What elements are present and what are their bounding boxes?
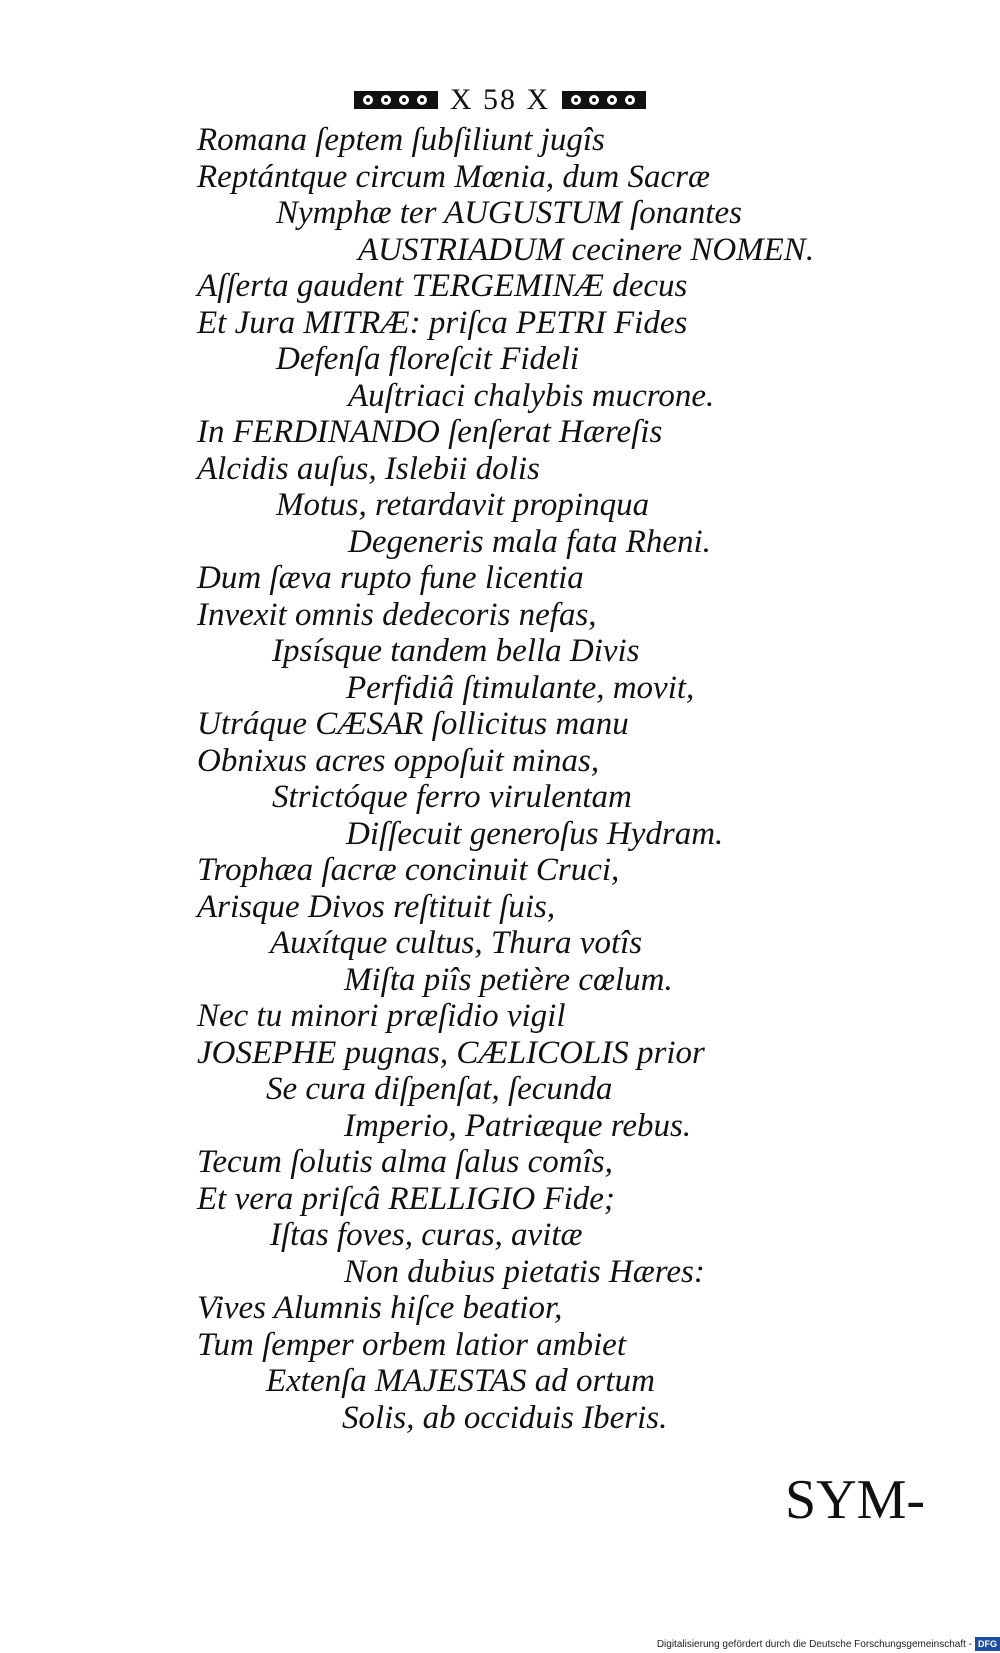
poem-line: Auxítque cultus, Thura votîs [270,925,643,961]
poem-line: Utráque CÆSAR ſollicitus manu [197,706,629,742]
poem-line: Diſſecuit generoſus Hydram. [346,815,724,852]
poem-line: Tum ſemper orbem latior ambiet [197,1326,626,1363]
poem-line: In FERDINANDO ſenſerat Hæreſis [197,414,663,450]
poem-line: Solis, ab occiduis Iberis. [342,1399,668,1436]
poem-line: Et Jura MITRÆ: priſca PETRI Fides [197,304,688,341]
footer-text: Digitalisierung gefördert durch die Deutsche Forschungsgemeinschaft - [656,1638,972,1650]
poem-line: Arisque Divos reſtituit ſuis, [197,888,556,925]
poem-line: Auſtriaci chalybis mucrone. [348,377,715,414]
poem-line: Defenſa floreſcit Fideli [276,341,580,377]
poem-line: Vives Alumnis hiſce beatior, [197,1290,563,1326]
digitization-footer [657,1635,1000,1653]
poem-line: Reptántque circum Mœnia, dum Sacræ [197,158,710,195]
poem-line: Nec tu minori præſidio vigil [197,998,566,1034]
right-ornament-icon [560,87,648,113]
poem-line: Invexit omnis dedecoris nefas, [197,596,597,633]
poem-line: Iſtas foves, curas, avitæ [270,1217,583,1253]
poem-line: Imperio, Patriæque rebus. [344,1107,692,1144]
page-header [330,80,670,120]
poem-line: Obnixus acres oppoſuit minas, [197,742,600,779]
poem-line: Romana ſeptem ſubſiliunt jugîs [197,122,605,158]
poem-line: Degeneris mala fata Rheni. [348,523,711,560]
poem-line: Miſta piîs petière cœlum. [344,961,673,998]
catchword: SYM- [785,1469,926,1531]
left-ornament-icon [352,87,440,113]
poem-line: Dum ſæva rupto fune licentia [197,560,584,596]
poem-line: Alcidis auſus, Islebii dolis [197,450,540,487]
poem-line: Strictóque ferro virulentam [272,779,632,815]
poem-line: Extenſa MAJESTAS ad ortum [266,1363,655,1399]
poem-line: Trophæa ſacræ concinuit Cruci, [197,852,620,888]
dfg-logo: DFG [975,1637,1000,1651]
poem-line: Et vera priſcâ RELLIGIO Fide; [197,1180,615,1217]
poem-line: JOSEPHE pugnas, CÆLICOLIS prior [197,1034,705,1071]
poem-line: Non dubius pietatis Hæres: [344,1253,705,1290]
page-number: X 58 X [449,83,551,116]
poem-line: Aſſerta gaudent TERGEMINÆ decus [197,268,688,304]
poem-line: AUSTRIADUM cecinere NOMEN. [358,231,815,268]
poem-line: Ipsísque tandem bella Divis [272,633,640,669]
poem-line: Tecum ſolutis alma ſalus comîs, [197,1144,613,1180]
poem-line: Se cura diſpenſat, ſecunda [266,1071,613,1107]
poem-line: Perfidiâ ſtimulante, movit, [346,669,695,706]
poem-line: Nymphæ ter AUGUSTUM ſonantes [276,195,742,231]
poem-line: Motus, retardavit propinqua [276,487,650,523]
